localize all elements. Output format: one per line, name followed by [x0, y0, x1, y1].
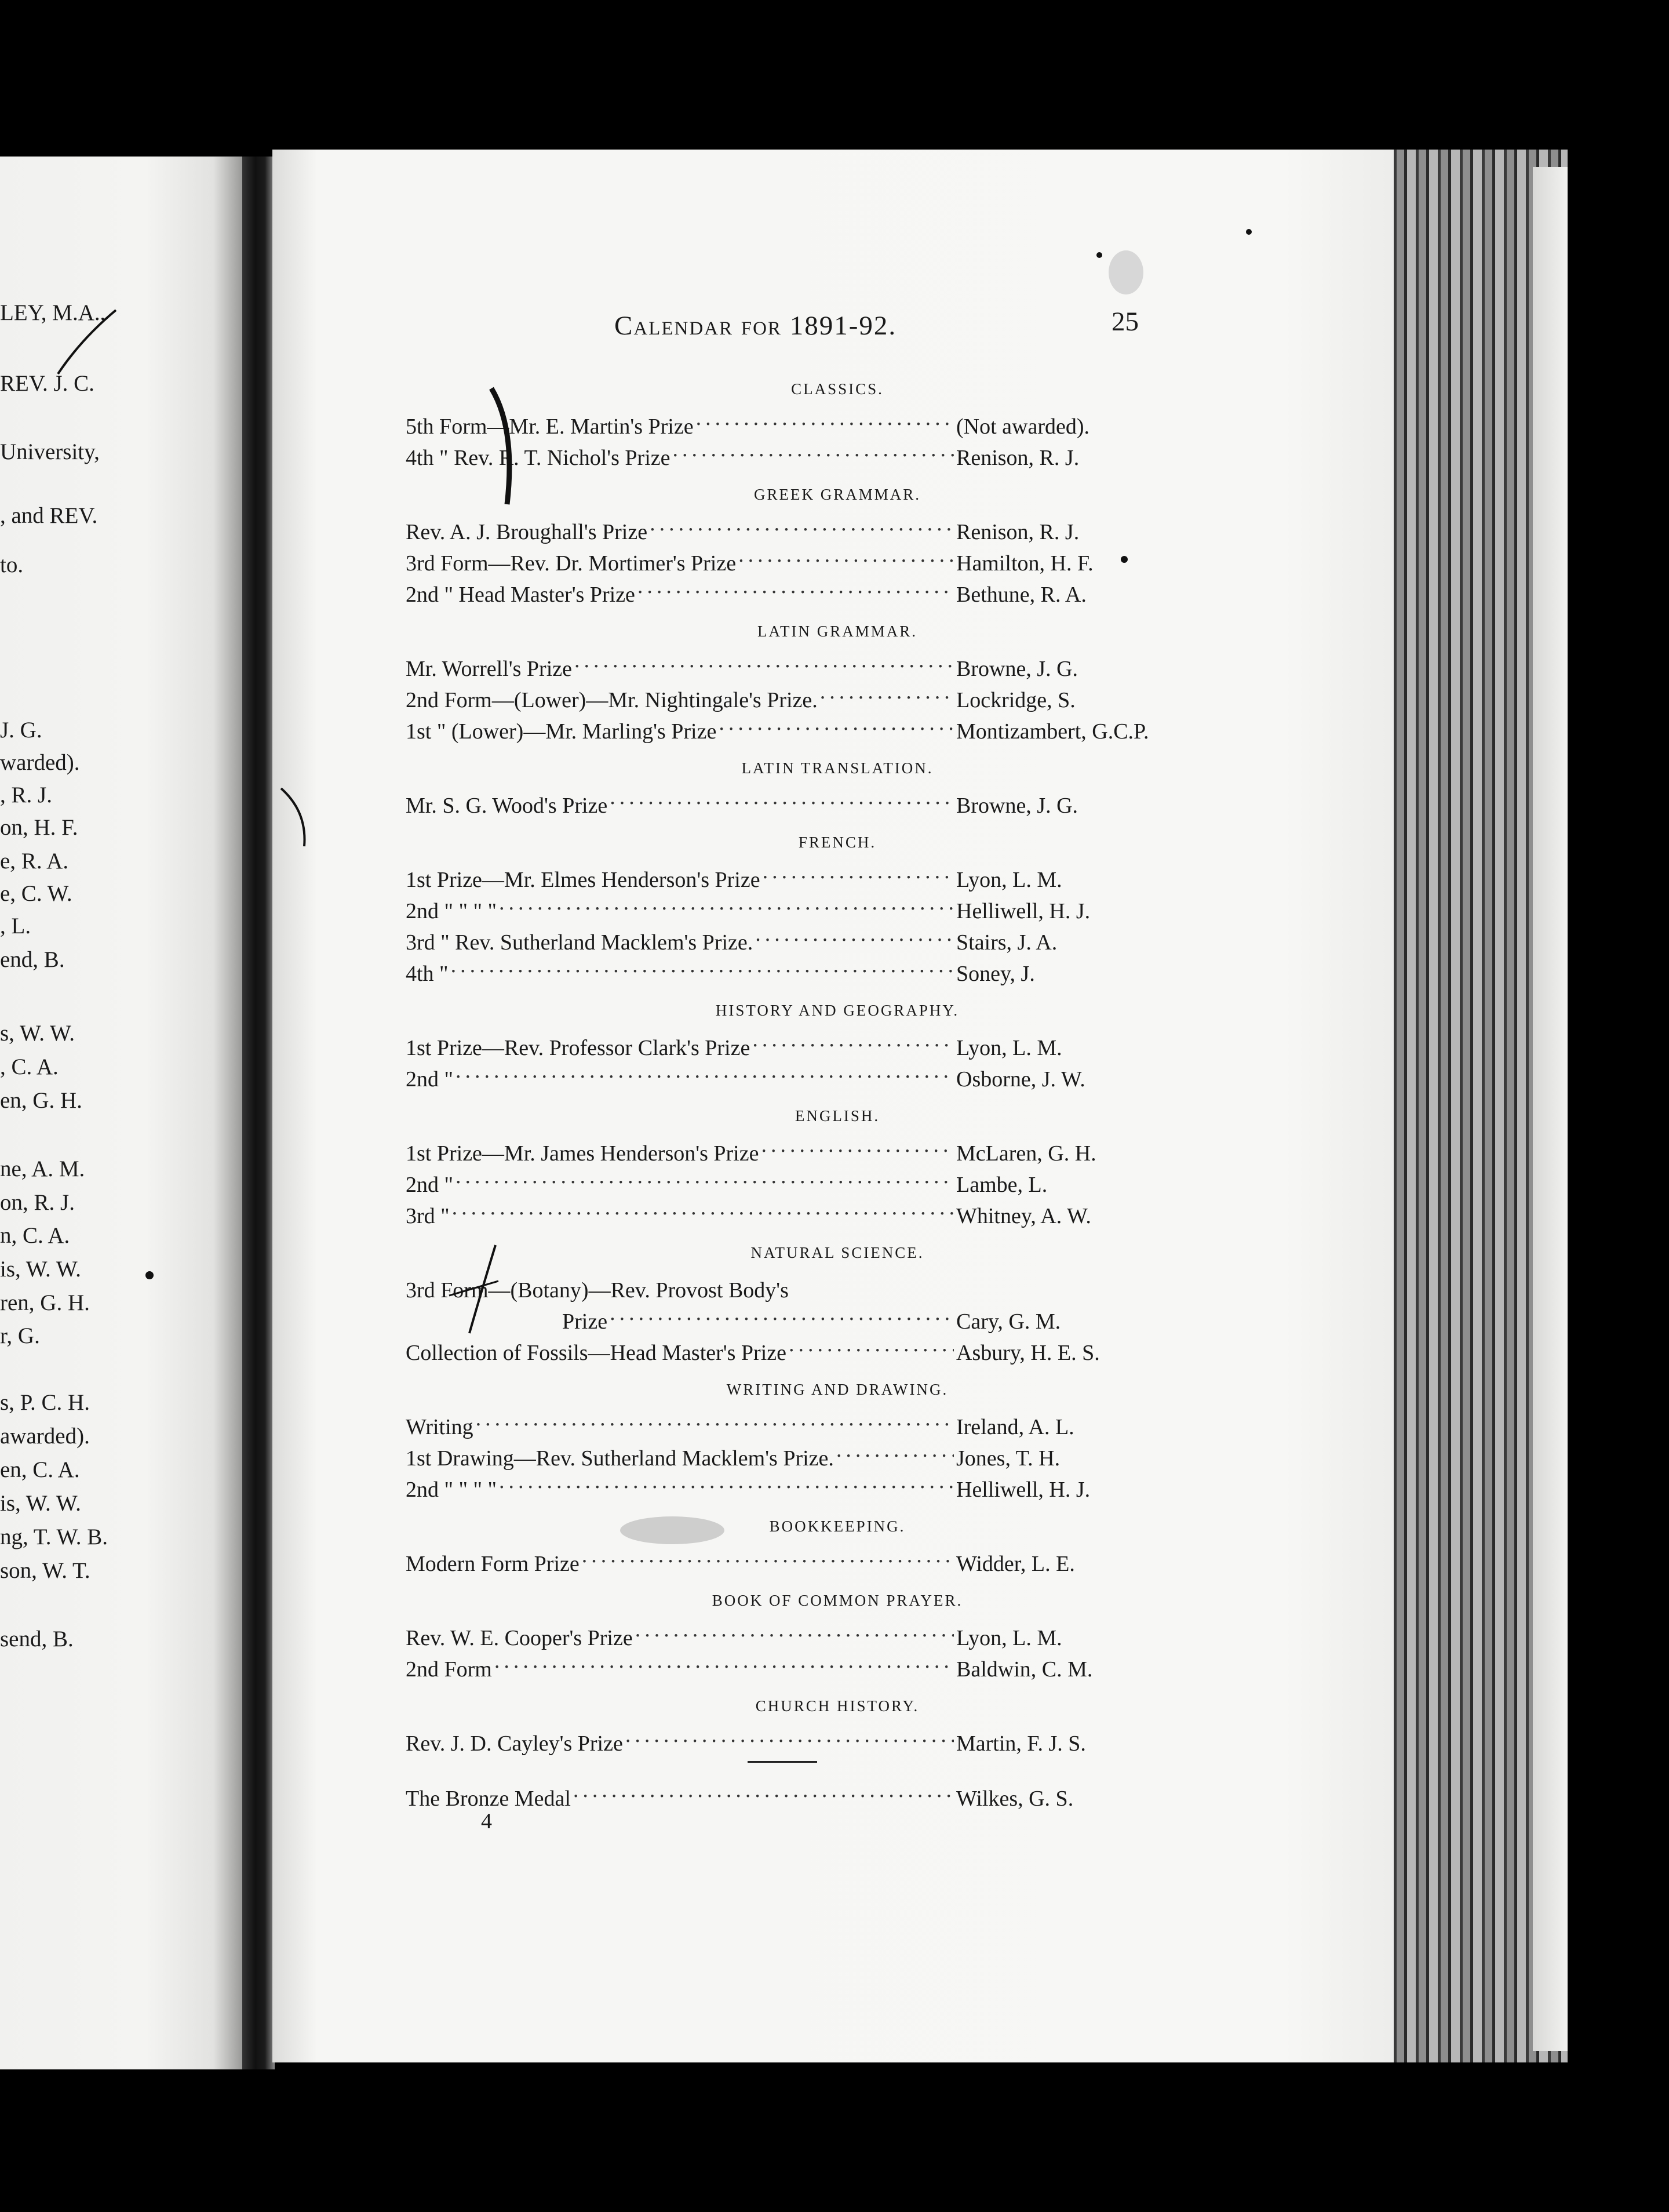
medal-name: The Bronze Medal [406, 1787, 571, 1811]
section-heading: BOOKKEEPING. [769, 1518, 906, 1535]
dot-leader [820, 676, 954, 707]
left-page-fragment: s, W. W. [0, 1021, 75, 1046]
prize-winner: Osborne, J. W. [956, 1067, 1085, 1092]
signature-mark: 4 [481, 1809, 492, 1833]
prize-row [406, 1403, 1165, 1439]
dot-leader [451, 949, 954, 981]
prize-name: 3rd " [406, 1204, 450, 1228]
prize-name: 2nd " " " " [406, 899, 497, 923]
dot-leader [573, 1774, 954, 1806]
left-page-fragment: J. G. [0, 718, 42, 743]
left-page-fragment: , L. [0, 914, 31, 938]
section-heading: BOOK OF COMMON PRAYER. [712, 1592, 963, 1609]
dot-leader [738, 539, 954, 570]
left-page-fragment: e, C. W. [0, 881, 72, 906]
left-page-fragment: , R. J. [0, 783, 52, 807]
left-page-fragment: , and REV. [0, 503, 98, 528]
prize-row [406, 781, 1165, 818]
left-page-fragment: to. [0, 552, 24, 577]
section-heading: FRENCH. [798, 834, 877, 851]
prize-row [406, 1614, 1165, 1650]
left-page-fragment: REV. J. C. [0, 371, 94, 396]
section-heading: HISTORY AND GEOGRAPHY. [715, 1002, 960, 1019]
prize-name: 3rd Form—(Botany)—Rev. Provost Body's [406, 1278, 789, 1303]
prize-row [406, 1266, 1165, 1303]
dot-leader [719, 707, 954, 738]
prize-name: 1st Prize—Mr. Elmes Henderson's Prize [406, 868, 760, 892]
prize-row [406, 856, 1165, 892]
section-heading: GREEK GRAMMAR. [753, 486, 921, 503]
prize-name: 3rd Form—Rev. Dr. Mortimer's Prize [406, 551, 737, 576]
dot-leader [763, 856, 954, 887]
dot-leader [836, 1434, 954, 1465]
left-page-fragment: send, B. [0, 1627, 74, 1651]
book-gutter [242, 157, 275, 2069]
prize-name: 2nd " [406, 1173, 454, 1197]
dot-leader [582, 1540, 954, 1571]
prize-winner: Baldwin, C. M. [956, 1657, 1093, 1682]
prize-winner: Ireland, A. L. [956, 1415, 1074, 1439]
prize-winner: Stairs, J. A. [956, 930, 1058, 955]
section-heading: LATIN TRANSLATION. [741, 759, 934, 777]
dot-leader [625, 1719, 954, 1751]
dot-leader [452, 1192, 954, 1223]
prize-name: 1st " (Lower)—Mr. Marling's Prize [406, 719, 717, 744]
section-heading: CHURCH HISTORY. [755, 1697, 920, 1715]
prize-name: 2nd " " " " [406, 1478, 497, 1502]
prize-name: Rev. A. J. Broughall's Prize [406, 520, 648, 544]
prize-row [406, 508, 1165, 544]
prize-name: Mr. S. G. Wood's Prize [406, 794, 608, 818]
dot-leader [635, 1614, 954, 1645]
page-number: 25 [1112, 307, 1139, 337]
left-page-fragment: University, [0, 439, 100, 464]
prize-name: 1st Prize—Mr. James Henderson's Prize [406, 1141, 759, 1166]
prize-row [406, 1719, 1165, 1756]
prize-row [406, 1024, 1165, 1060]
left-page-fragment: awarded). [0, 1424, 90, 1449]
prize-name: Writing [406, 1415, 473, 1439]
section-heading: WRITING AND DRAWING. [726, 1381, 949, 1398]
prize-name: Rev. J. D. Cayley's Prize [406, 1731, 623, 1756]
prize-list [406, 376, 1165, 1837]
left-page-fragment: r, G. [0, 1323, 40, 1348]
left-page-fragment: on, H. F. [0, 815, 78, 840]
prize-row [406, 402, 1165, 439]
prize-winner: Helliwell, H. J. [956, 899, 1091, 923]
prize-name: 5th Form—Mr. E. Martin's Prize [406, 414, 694, 439]
prize-winner: McLaren, G. H. [956, 1141, 1096, 1166]
dot-leader [499, 1465, 954, 1497]
dot-leader [752, 1024, 954, 1055]
prize-winner: Montizambert, G.C.P. [956, 719, 1149, 744]
running-header: Calendar for 1891-92. [614, 311, 897, 341]
left-page-fragment: e, R. A. [0, 849, 69, 874]
dot-leader [755, 918, 954, 949]
prize-winner: Martin, F. J. S. [956, 1731, 1086, 1756]
prize-winner: Whitney, A. W. [956, 1204, 1091, 1228]
section-heading: ENGLISH. [795, 1107, 880, 1125]
left-page-fragment: n, C. A. [0, 1223, 70, 1248]
prize-winner: Cary, G. M. [956, 1309, 1061, 1334]
section-heading: CLASSICS. [791, 380, 884, 398]
prize-name: 3rd " Rev. Sutherland Macklem's Prize. [406, 930, 753, 955]
prize-name: Mr. Worrell's Prize [406, 657, 572, 681]
prize-name: Collection of Fossils—Head Master's Prize [406, 1341, 786, 1365]
prize-winner: Bethune, R. A. [956, 583, 1087, 607]
medal-row [406, 1774, 1165, 1811]
prize-winner: Helliwell, H. J. [956, 1478, 1091, 1502]
left-page-fragment: warded). [0, 750, 80, 775]
left-page-fragment: son, W. T. [0, 1558, 90, 1583]
prize-winner: Jones, T. H. [956, 1446, 1061, 1471]
page-edges [1394, 150, 1568, 2062]
prize-name: 4th " [406, 962, 449, 986]
dot-leader [696, 402, 954, 434]
dot-leader [637, 570, 954, 602]
dot-leader [610, 781, 954, 813]
prize-name: 2nd " [406, 1067, 454, 1092]
prize-winner: Lyon, L. M. [956, 1626, 1062, 1650]
left-page-fragment: s, P. C. H. [0, 1390, 90, 1415]
left-page-fragment: , C. A. [0, 1054, 59, 1079]
left-page-fragment: ne, A. M. [0, 1156, 85, 1181]
medal-winner: Wilkes, G. S. [956, 1787, 1074, 1811]
prize-name: 1st Prize—Rev. Professor Clark's Prize [406, 1036, 750, 1060]
prize-winner: Asbury, H. E. S. [956, 1341, 1100, 1365]
dot-leader [673, 434, 954, 465]
left-page-fragment: is, W. W. [0, 1257, 81, 1282]
left-page-fragment: end, B. [0, 947, 65, 972]
prize-winner: Lambe, L. [956, 1173, 1048, 1197]
prize-row [406, 645, 1165, 681]
prize-winner: Renison, R. J. [956, 520, 1080, 544]
prize-row [406, 1540, 1165, 1576]
dot-leader [789, 1329, 954, 1360]
separator-rule [748, 1761, 817, 1763]
dot-leader [761, 1129, 954, 1160]
prize-name: 2nd Form [406, 1657, 492, 1682]
dot-leader [476, 1403, 954, 1434]
prize-winner: Widder, L. E. [956, 1552, 1075, 1576]
left-page-fragment: ng, T. W. B. [0, 1525, 108, 1549]
dot-leader [499, 887, 954, 918]
left-page-fragment: en, C. A. [0, 1457, 80, 1482]
left-page-fragment: on, R. J. [0, 1190, 75, 1215]
dot-leader [574, 645, 954, 676]
prize-winner: Lyon, L. M. [956, 868, 1062, 892]
prize-name: Rev. W. E. Cooper's Prize [406, 1626, 633, 1650]
dot-leader [455, 1160, 954, 1192]
prize-winner: Hamilton, H. F. [956, 551, 1094, 576]
section-heading: LATIN GRAMMAR. [757, 623, 917, 640]
prize-name: 2nd " Head Master's Prize [406, 583, 635, 607]
left-page-fragment: is, W. W. [0, 1491, 81, 1516]
prize-winner: Lyon, L. M. [956, 1036, 1062, 1060]
prize-winner: Lockridge, S. [956, 688, 1076, 712]
prize-row [406, 1129, 1165, 1166]
prize-winner: Soney, J. [956, 962, 1035, 986]
prize-name: 4th " Rev. R. T. Nichol's Prize [406, 446, 670, 470]
prize-name: Prize [562, 1309, 608, 1334]
prize-winner: Renison, R. J. [956, 446, 1080, 470]
prize-name: 1st Drawing—Rev. Sutherland Macklem's Prize. [406, 1446, 834, 1471]
prize-name: Modern Form Prize [406, 1552, 580, 1576]
prize-winner: Browne, J. G. [956, 794, 1078, 818]
left-page-fragment: ren, G. H. [0, 1290, 90, 1315]
prize-winner: Browne, J. G. [956, 657, 1078, 681]
dot-leader [494, 1645, 954, 1676]
prize-name: 2nd Form—(Lower)—Mr. Nightingale's Prize. [406, 688, 818, 712]
dot-leader [791, 1266, 954, 1297]
left-page-fragment: LEY, M.A., [0, 300, 106, 325]
section-heading: NATURAL SCIENCE. [750, 1244, 924, 1261]
prize-winner: (Not awarded). [956, 414, 1090, 439]
dot-leader [455, 1055, 954, 1086]
left-page-fragment: en, G. H. [0, 1088, 82, 1113]
left-page [0, 157, 242, 2069]
dot-leader [610, 1297, 954, 1329]
dot-leader [650, 508, 954, 539]
